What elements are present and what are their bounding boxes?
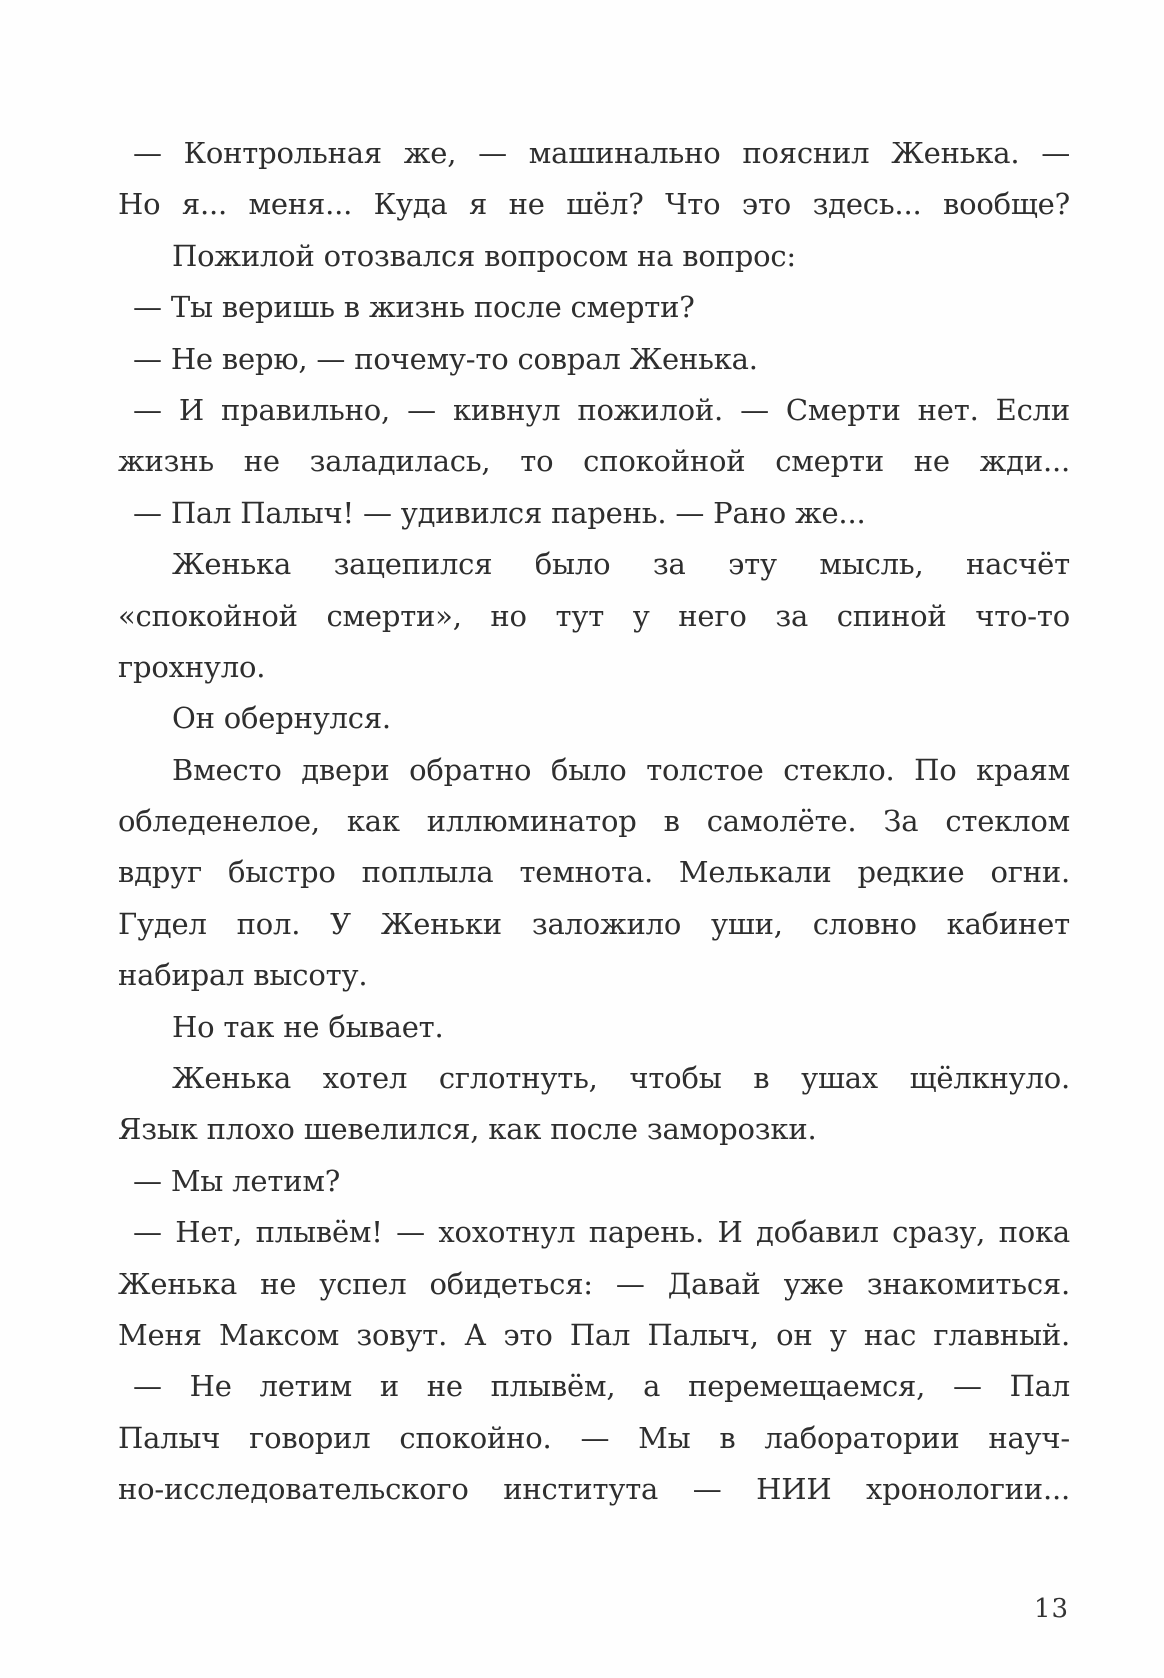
text-line: Но так не бывает. [172, 1009, 444, 1044]
text-line: — Нет, плывём! — хохотнул парень. И добавил сразу, пока [133, 1215, 1070, 1250]
text-line: — Не летим и не плывём, а перемещаемся, — Пал [133, 1369, 1070, 1404]
text-line: — Пал Палыч! — удивился парень. — Рано же... [133, 495, 866, 530]
text-line: обледенелое, как иллюминатор в самолёте. За стеклом [118, 804, 1070, 839]
text-line: жизнь не заладилась, то спокойной смерти не жди... [118, 444, 1070, 479]
text-line: Меня Максом зовут. А это Пал Палыч, он у нас главный. [118, 1317, 1070, 1352]
text-line: грохнуло. [118, 649, 266, 684]
text-line: Женька зацепился было за эту мысль, насчёт [172, 547, 1070, 582]
text-line: Палыч говорил спокойно. — Мы в лаборатории науч- [118, 1420, 1070, 1455]
text-line: — Не верю, — почему-то соврал Женька. [133, 341, 758, 376]
text-line: Гудел пол. У Женьки заложило уши, словно кабинет [118, 906, 1070, 941]
text-line: набирал высоту. [118, 958, 368, 993]
text-line: Пожилой отозвался вопросом на вопрос: [172, 238, 796, 273]
text-line: — Мы летим? [133, 1163, 341, 1198]
text-line: Но я... меня... Куда я не шёл? Что это здесь... вообще? [118, 187, 1070, 222]
text-line: «спокойной смерти», но тут у него за спиной что-то [118, 598, 1070, 633]
text-line: — Ты веришь в жизнь после смерти? [133, 290, 695, 325]
text-line: — И правильно, — кивнул пожилой. — Смерти нет. Если [133, 392, 1070, 427]
page-number: 13 [1034, 1594, 1070, 1624]
text-line: Женька хотел сглотнуть, чтобы в ушах щёлкнуло. [172, 1061, 1070, 1096]
text-line: но-исследовательского института — НИИ хронологии... [118, 1472, 1070, 1507]
text-line: вдруг быстро поплыла темнота. Мелькали редкие огни. [118, 855, 1070, 890]
text-line: Женька не успел обидеться: — Давай уже знакомиться. [118, 1266, 1070, 1301]
page-body-text [118, 128, 1070, 1516]
text-line: Он обернулся. [172, 701, 391, 736]
text-line: Вместо двери обратно было толстое стекло. По краям [172, 752, 1070, 787]
text-line: — Контрольная же, — машинально пояснил Женька. — [133, 136, 1070, 170]
text-line: Язык плохо шевелился, как после заморозки. [118, 1112, 817, 1147]
